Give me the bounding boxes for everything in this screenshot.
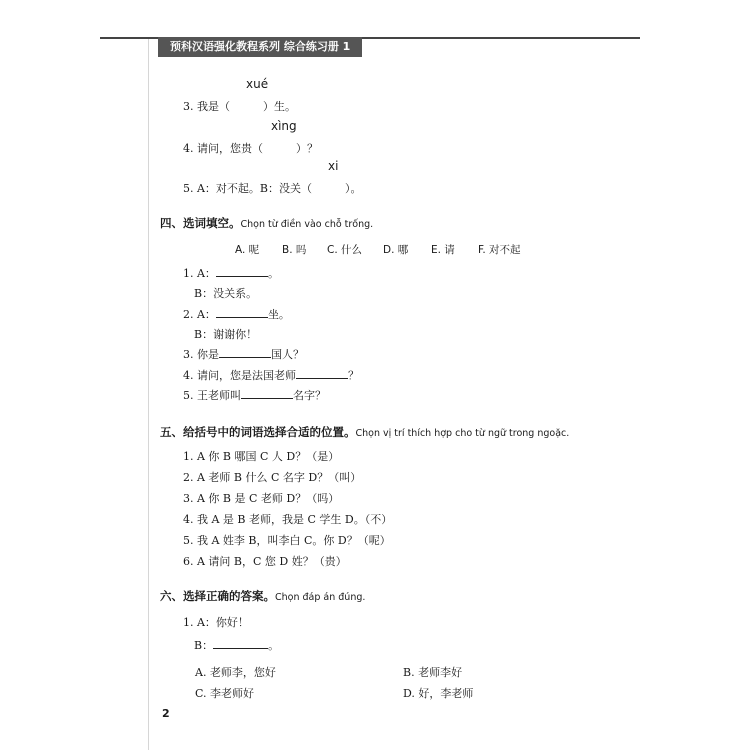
- pinyin-hint-xue: xué: [246, 77, 269, 91]
- position-item-2: 2. A 老师 B 什么 C 名字 D？（叫）: [183, 471, 362, 484]
- pinyin-hint-xi: xi: [328, 159, 339, 173]
- option-e: E. 请: [431, 244, 455, 256]
- pinyin-item-5: 5. A：对不起。B：没关（ ）。: [183, 182, 362, 195]
- fill-item-4: 4. 请问，您是法国老师 ？: [183, 369, 359, 382]
- answer-blank: [296, 367, 348, 379]
- position-item-3: 3. A 你 B 是 C 老师 D？（吗）: [183, 492, 340, 505]
- running-header: 预科汉语强化教程系列 综合练习册 1: [158, 37, 362, 57]
- section-4-heading: 四、选词填空。Chọn từ điền vào chỗ trống.: [160, 216, 374, 230]
- choice-b: B. 老师李好: [403, 666, 463, 679]
- margin-rule: [148, 39, 149, 750]
- answer-blank: [219, 346, 271, 358]
- fill-item-1b: B：没关系。: [194, 287, 258, 300]
- answer-blank: [213, 637, 268, 649]
- position-item-1: 1. A 你 B 哪国 C 人 D？（是）: [183, 450, 340, 463]
- pinyin-hint-xing: xìng: [271, 119, 297, 133]
- option-f: F. 对不起: [478, 244, 521, 256]
- page-number: 2: [162, 707, 170, 720]
- mc-question-a: 1. A：你好！: [183, 616, 249, 629]
- option-d: D. 哪: [383, 244, 409, 256]
- choice-d: D. 好，李老师: [403, 687, 474, 700]
- paren-blank: [263, 142, 296, 155]
- choice-c: C. 李老师好: [195, 687, 255, 700]
- fill-item-3: 3. 你是 国人？: [183, 348, 304, 361]
- section-6-heading: 六、选择正确的答案。Chọn đáp án đúng.: [160, 589, 366, 603]
- fill-item-2b: B：谢谢你！: [194, 328, 258, 341]
- answer-blank: [241, 387, 293, 399]
- choice-a: A. 老师李，您好: [195, 666, 276, 679]
- fill-item-5: 5. 王老师叫 名字？: [183, 389, 326, 402]
- fill-item-1a: 1. A： 。: [183, 267, 279, 280]
- pinyin-item-4: 4. 请问，您贵（ ）？: [183, 142, 318, 155]
- fill-item-2a: 2. A： 坐。: [183, 308, 290, 321]
- position-item-4: 4. 我 A 是 B 老师，我是 C 学生 D。（不）: [183, 513, 393, 526]
- position-item-5: 5. 我 A 姓李 B，叫李白 C。你 D？（呢）: [183, 534, 391, 547]
- paren-blank: [230, 100, 263, 113]
- pinyin-item-3: 3. 我是（ ）生。: [183, 100, 296, 113]
- option-a: A. 呢: [235, 244, 260, 256]
- answer-blank: [216, 265, 268, 277]
- option-c: C. 什么: [327, 244, 363, 256]
- mc-question-b: B： 。: [194, 639, 280, 652]
- answer-blank: [216, 306, 268, 318]
- position-item-6: 6. A 请问 B，C 您 D 姓？（贵）: [183, 555, 347, 568]
- option-b: B. 吗: [282, 244, 307, 256]
- section-5-heading: 五、给括号中的词语选择合适的位置。Chọn vị trí thích hợp cho từ ngữ trong ngoặc.: [160, 425, 570, 439]
- paren-blank: [312, 182, 345, 195]
